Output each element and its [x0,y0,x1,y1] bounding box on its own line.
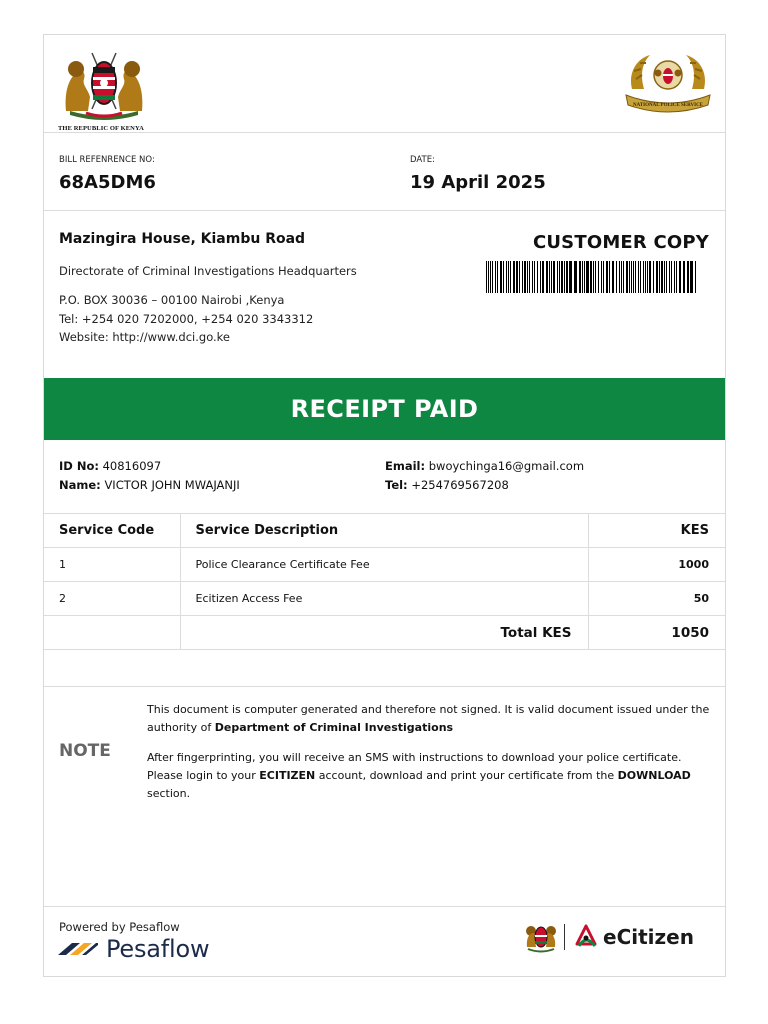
divider [44,132,725,133]
services-table [44,513,725,650]
powered-by-text: Powered by Pesaflow [59,920,180,934]
address-title: Mazingira House, Kiambu Road [59,231,306,247]
table-header-row [44,514,725,548]
divider [44,906,725,907]
note-paragraph-1 [147,701,717,737]
national-police-service-badge-icon [622,49,714,113]
customer-name [59,478,240,492]
tel-label: Tel: [385,478,408,492]
bill-ref-label: BILL REFENRENCE NO: [59,155,155,165]
service-description-cell: Ecitizen Access Fee [180,582,588,616]
republic-of-kenya-caption: THE REPUBLIC OF KENYA [58,125,144,132]
header-kes: KES [588,514,725,548]
telephone: Tel: +254 020 7202000, +254 020 3343312 [59,312,314,326]
id-label: ID No: [59,459,99,473]
pesaflow-mark-icon [58,939,98,959]
note-p2-text-a: After fingerprinting, you will receive an SMS with instructions to download your police certificate. Please login to your [147,751,682,782]
note-p2-ecitizen: ECITIZEN [259,769,316,782]
bill-ref-value: 68A5DM6 [59,172,156,193]
customer-tel [385,478,509,492]
id-value: 40816097 [102,459,162,473]
note-p1-authority: Department of Criminal Investigations [214,721,454,734]
amount-cell: 1000 [588,548,725,582]
email-label: Email: [385,459,426,473]
website: Website: http://www.dci.go.ke [59,330,231,344]
note-label: NOTE [59,741,111,761]
kenya-coat-of-arms-icon [58,49,150,132]
name-value: VICTOR JOHN MWAJANJI [104,478,240,492]
divider [44,210,725,211]
note-p2-text-c: account, download and print your certificate from the [315,769,618,782]
service-code-cell: 1 [44,548,180,582]
table-row [44,582,725,616]
service-code-cell: 2 [44,582,180,616]
customer-email [385,459,584,473]
tel-value: +254769567208 [411,478,509,492]
total-row [44,616,725,650]
logo-separator [564,924,565,950]
table-row [44,548,725,582]
ecitizen-mark-icon [573,924,599,950]
header-service-code: Service Code [44,514,180,548]
id-number [59,459,161,473]
receipt-paid-text: RECEIPT PAID [290,395,479,423]
note-p1-text: This document is computer generated and therefore not signed. It is valid document issued under the authority of [147,703,710,734]
date-value: 19 April 2025 [410,172,546,193]
barcode-icon [486,261,700,293]
customer-copy-label: CUSTOMER COPY [532,232,709,253]
header-service-description: Service Description [180,514,588,548]
org-name: Directorate of Criminal Investigations Headquarters [59,264,357,278]
receipt-document [43,34,726,977]
po-box: P.O. BOX 30036 – 00100 Nairobi ,Kenya [59,293,285,307]
pesaflow-wordmark: Pesaflow [106,935,210,963]
note-paragraph-2 [147,749,717,803]
date-label: DATE: [410,155,435,165]
ecitizen-wordmark: eCitizen [603,925,694,949]
divider [44,686,725,687]
service-description-cell: Police Clearance Certificate Fee [180,548,588,582]
pesaflow-logo [58,935,209,963]
empty-cell [44,616,180,650]
name-label: Name: [59,478,101,492]
email-value: bwoychinga16@gmail.com [428,459,585,473]
svg-text:NATIONAL POLICE SERVICE: NATIONAL POLICE SERVICE [632,103,704,108]
kenya-coat-of-arms-icon [524,919,558,955]
amount-cell: 50 [588,582,725,616]
note-p2-download: DOWNLOAD [617,769,691,782]
total-value: 1050 [588,616,725,650]
ecitizen-logo [524,919,694,955]
receipt-paid-banner [44,378,725,440]
note-p2-text-e: section. [147,787,191,800]
total-label: Total KES [180,616,588,650]
